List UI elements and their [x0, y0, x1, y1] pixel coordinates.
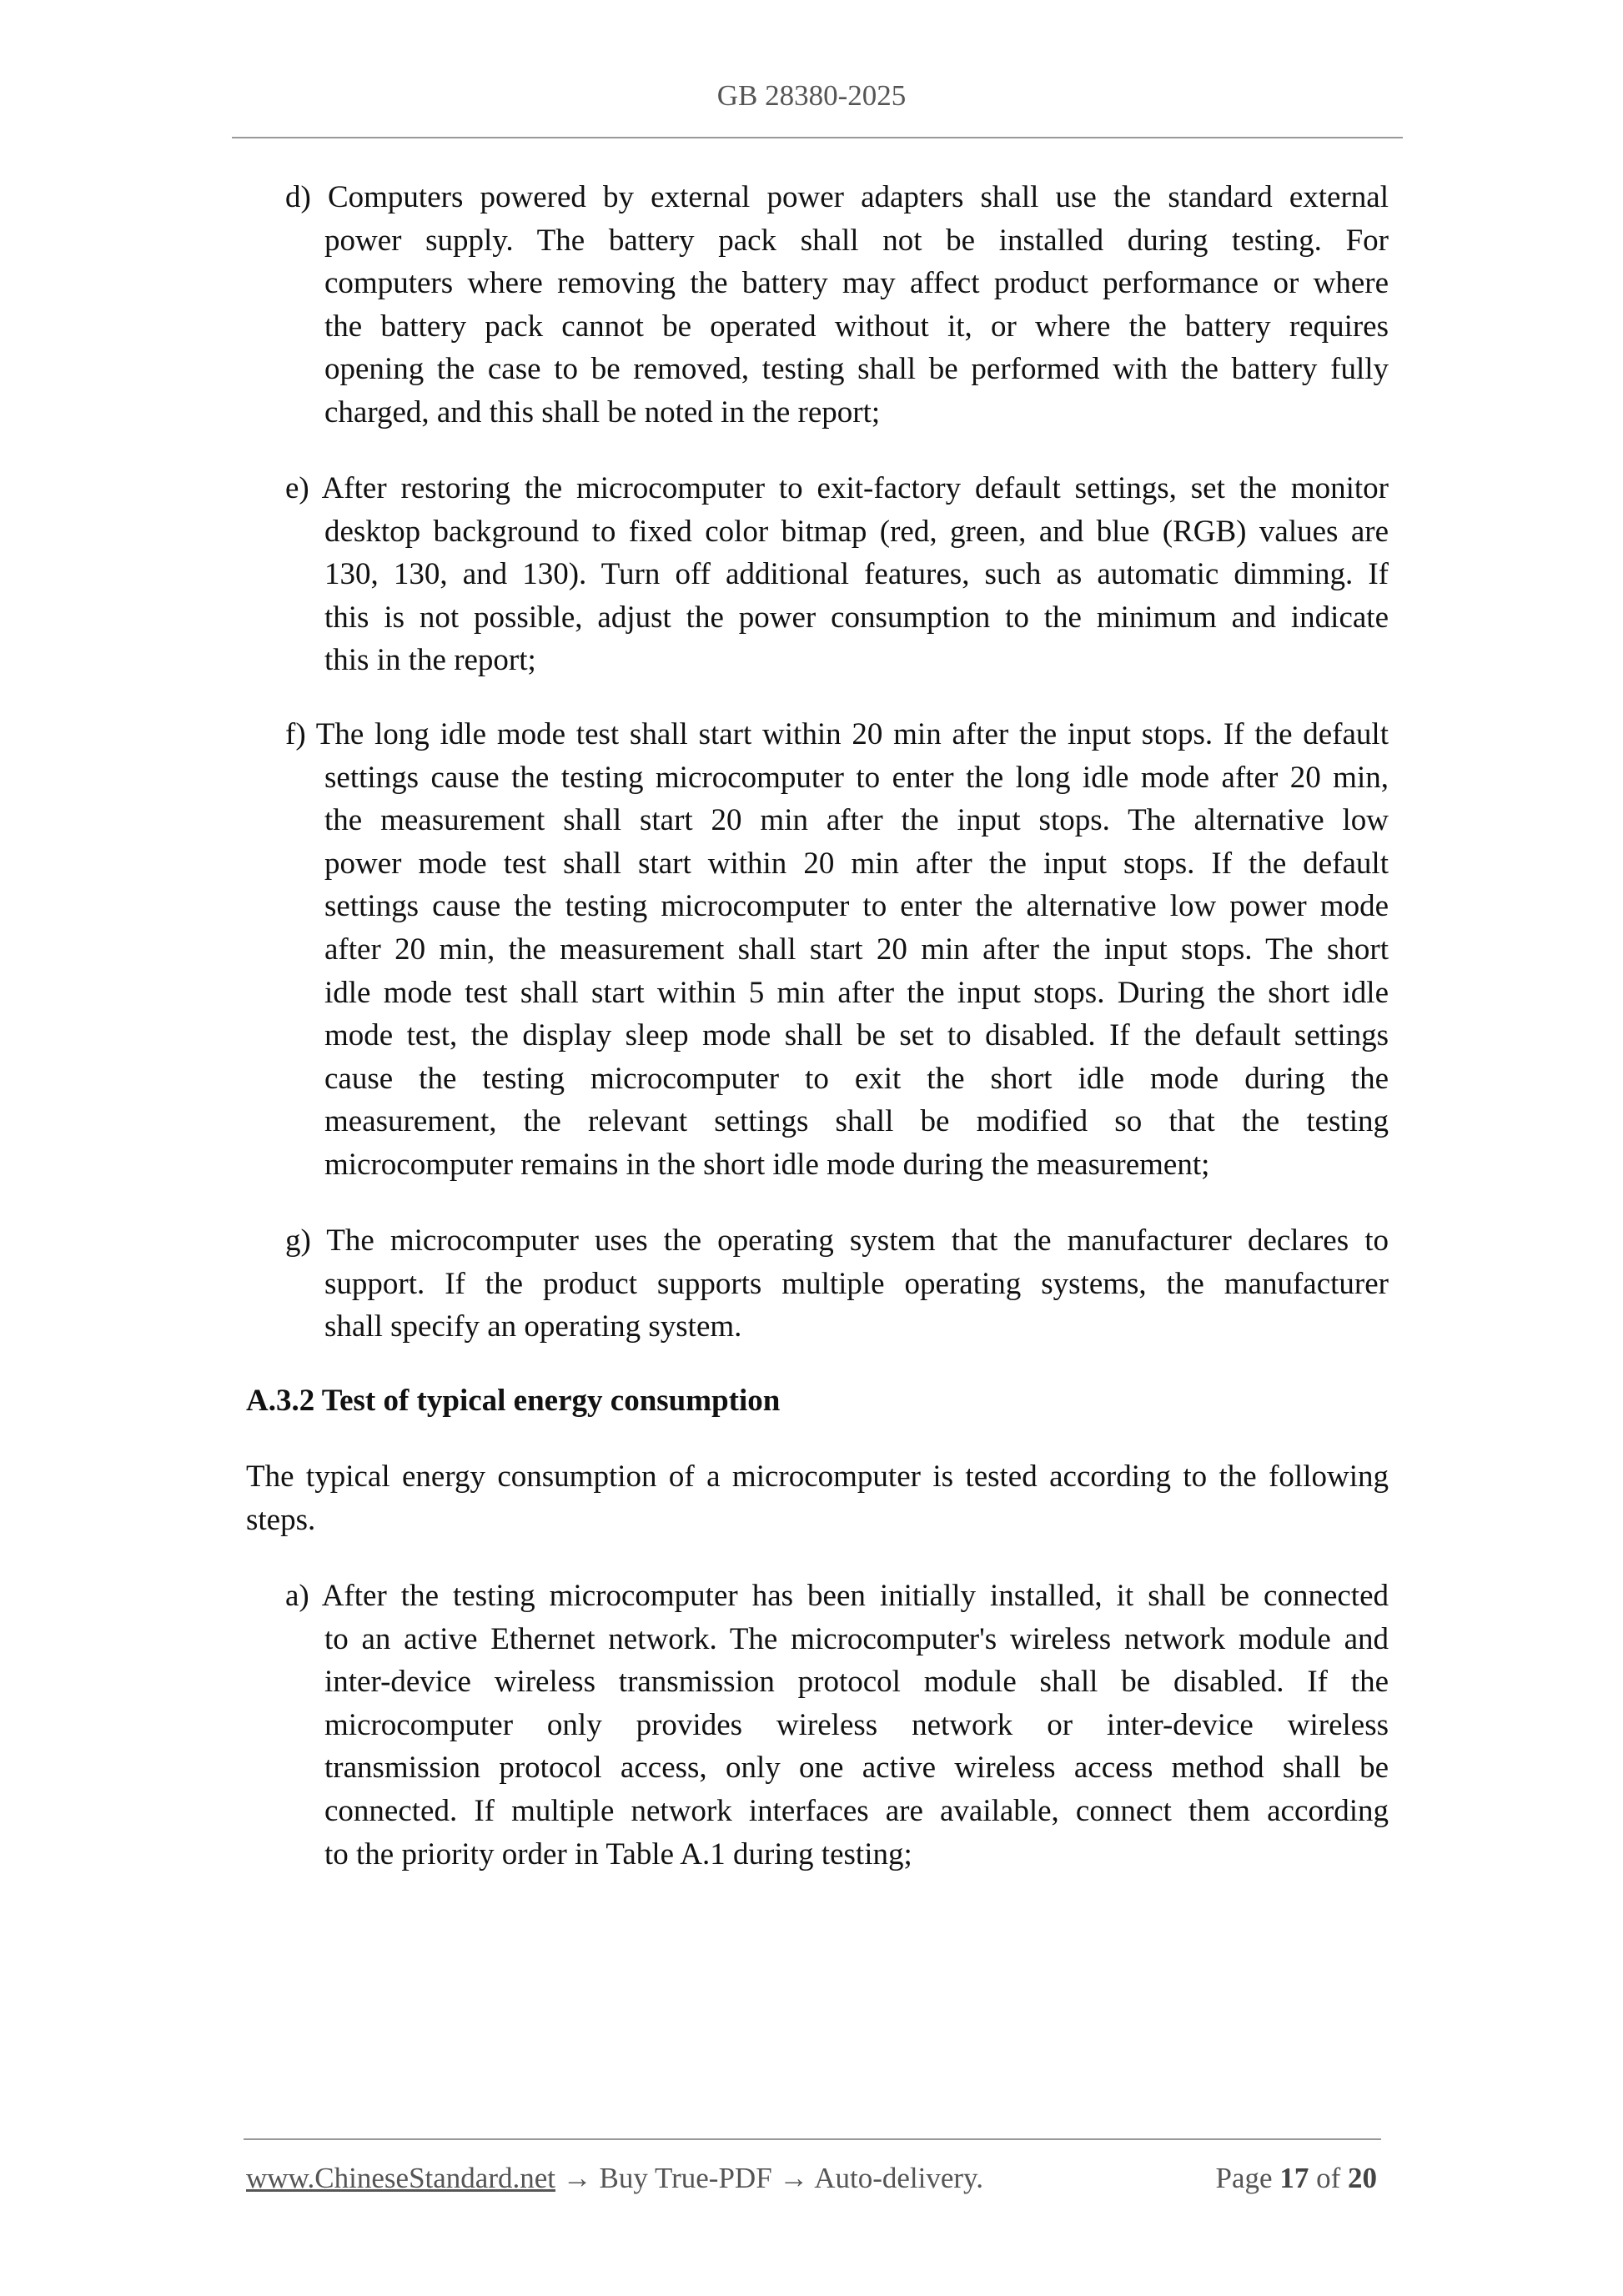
text-line: microcomputer only provides wireless network or inter-device wireless — [324, 1707, 1389, 1742]
footer — [246, 2162, 1377, 2195]
text-line: support. If the product supports multiple operating systems, the manufacturer — [324, 1266, 1389, 1301]
text-line: e) After restoring the microcomputer to exit-factory default settings, set the monitor — [285, 471, 1389, 505]
footer-tagline: → Buy True-PDF → Auto-delivery. — [555, 2162, 984, 2194]
list-item-d — [285, 176, 1389, 435]
text-line: settings cause the testing microcomputer to enter the long idle mode after 20 min, — [324, 760, 1389, 795]
text-line: mode test, the display sleep mode shall be set to disabled. If the default settings — [324, 1018, 1389, 1053]
header-divider — [232, 137, 1403, 138]
section-intro — [246, 1455, 1389, 1541]
text-line: g) The microcomputer uses the operating system that the manufacturer declares to — [285, 1223, 1389, 1258]
website-link[interactable]: www.ChineseStandard.net — [246, 2162, 555, 2194]
list-item-f — [285, 713, 1389, 1187]
text-line: this is not possible, adjust the power consumption to the minimum and indicate — [324, 600, 1389, 635]
text-line: charged, and this shall be noted in the report; — [324, 394, 881, 430]
of-label: of — [1316, 2162, 1341, 2194]
text-line: a) After the testing microcomputer has been initially installed, it shall be connected — [285, 1579, 1389, 1613]
text-line: to an active Ethernet network. The microcomputer's wireless network module and — [324, 1621, 1389, 1656]
text-line: cause the testing microcomputer to exit the short idle mode during the — [324, 1061, 1389, 1096]
text-line: idle mode test shall start within 5 min after the input stops. During the short idle — [324, 975, 1389, 1010]
text-line: connected. If multiple network interfaces are available, connect them according — [324, 1793, 1389, 1828]
text-line: power mode test shall start within 20 min after the input stops. If the default — [324, 846, 1389, 881]
text-line: this in the report; — [324, 643, 536, 678]
text-line: steps. — [246, 1502, 316, 1537]
document-header: GB 28380-2025 — [716, 79, 907, 112]
text-line: computers where removing the battery may affect product performance or where — [324, 266, 1389, 301]
current-page: 17 — [1279, 2162, 1309, 2194]
footer-divider — [244, 2138, 1381, 2140]
list-item-a — [285, 1575, 1389, 1876]
text-line: measurement, the relevant settings shall be modified so that the testing — [324, 1104, 1389, 1139]
text-line: settings cause the testing microcomputer to enter the alternative low power mode — [324, 889, 1389, 924]
text-line: microcomputer remains in the short idle mode during the measurement; — [324, 1147, 1210, 1182]
section-heading: A.3.2 Test of typical energy consumption — [246, 1384, 781, 1418]
page-number — [1216, 2162, 1377, 2195]
text-line: desktop background to fixed color bitmap (red, green, and blue (RGB) values are — [324, 514, 1389, 549]
list-item-e — [285, 467, 1389, 682]
text-line: transmission protocol access, only one active wireless access method shall be — [324, 1751, 1389, 1786]
text-line: d) Computers powered by external power adapters shall use the standard external — [285, 180, 1389, 214]
text-line: power supply. The battery pack shall not be installed during testing. For — [324, 223, 1389, 258]
list-item-g — [285, 1219, 1389, 1349]
text-line: shall specify an operating system. — [324, 1309, 742, 1344]
text-line: to the priority order in Table A.1 during testing; — [324, 1836, 912, 1871]
total-pages: 20 — [1348, 2162, 1377, 2194]
text-line: the battery pack cannot be operated without it, or where the battery requires — [324, 309, 1389, 344]
text-line: inter-device wireless transmission protocol module shall be disabled. If the — [324, 1665, 1389, 1700]
text-line: The typical energy consumption of a microcomputer is tested according to the following — [246, 1459, 1389, 1494]
text-line: opening the case to be removed, testing shall be performed with the battery fully — [324, 352, 1389, 387]
footer-left — [246, 2162, 983, 2195]
text-line: f) The long idle mode test shall start within 20 min after the input stops. If the default — [285, 717, 1389, 751]
page-label: Page — [1215, 2162, 1273, 2194]
text-line: 130, 130, and 130). Turn off additional features, such as automatic dimming. If — [324, 557, 1389, 592]
text-line: the measurement shall start 20 min after the input stops. The alternative low — [324, 803, 1389, 838]
text-line: after 20 min, the measurement shall start 20 min after the input stops. The short — [324, 932, 1389, 967]
